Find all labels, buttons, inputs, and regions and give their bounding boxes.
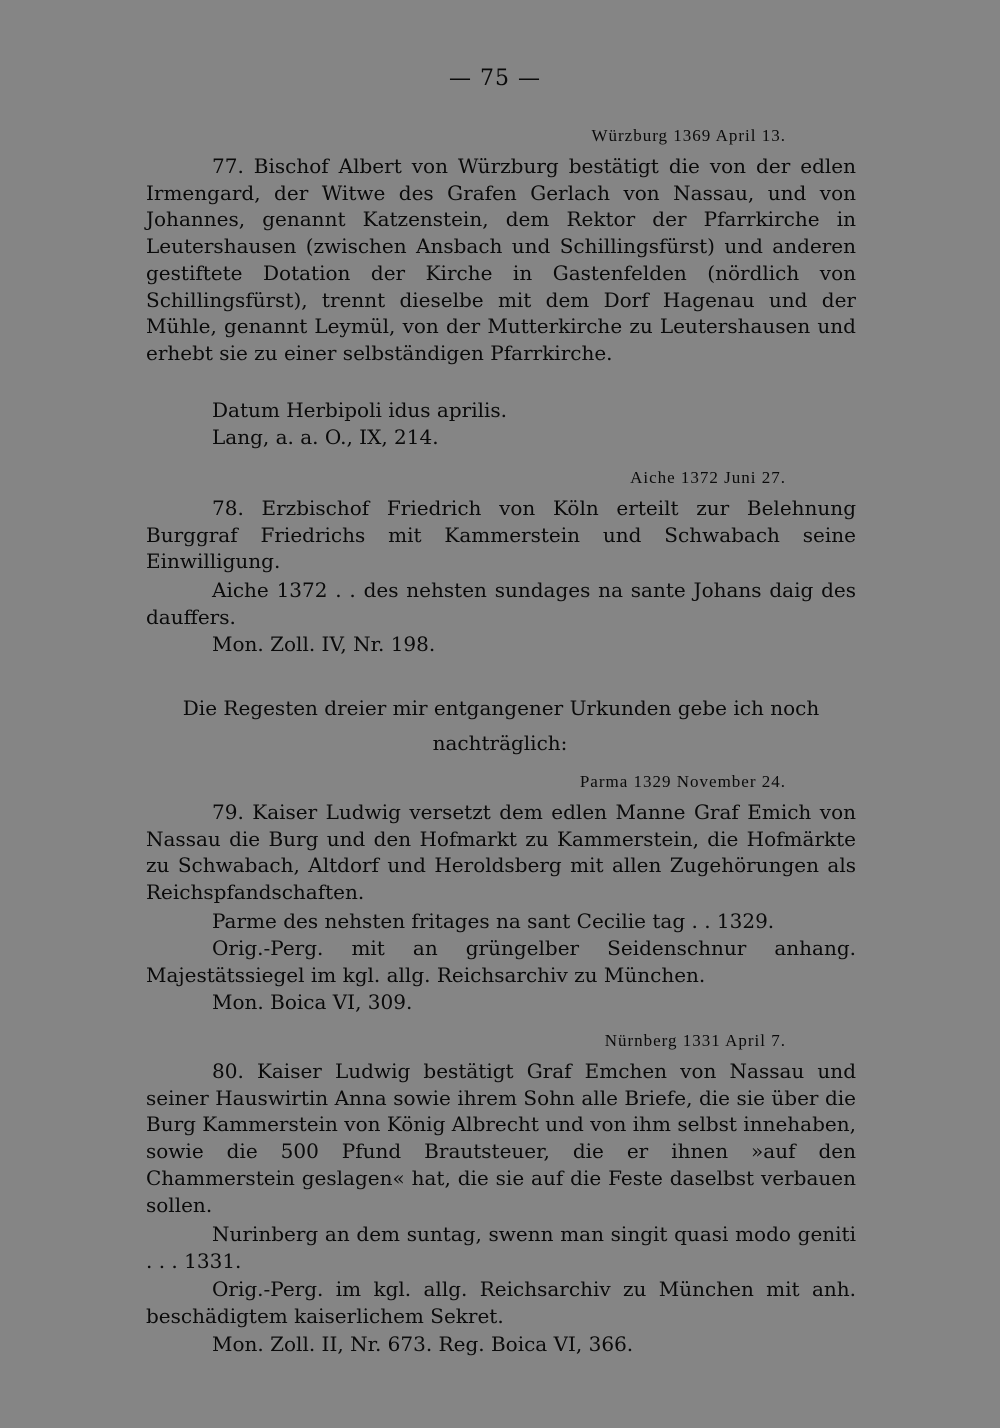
regest-79-orig: Orig.-Perg. mit an grüngelber Seidenschnur anhang. Majestätssiegel im kgl. allg. Reichsarchiv zu München. xyxy=(146,936,856,987)
intro-line-1: Die Regesten dreier mir entgangener Urkunden gebe ich noch xyxy=(182,696,820,720)
intro-line-2: nachträglich: xyxy=(432,731,568,755)
regest-79-text: 79. Kaiser Ludwig versetzt dem edlen Manne Graf Emich von Nassau die Burg und den Hofmarkt zu Kammerstein, die Hofmärkte zu Schwabach, Altdorf und Heroldsberg mit allen Zugehörungen als Reichspfandschaften. xyxy=(146,800,856,905)
regest-80-orig: Orig.-Perg. im kgl. allg. Reichsarchiv zu München mit anh. beschädigtem kaiserlichem Sekret. xyxy=(146,1277,856,1328)
regest-77-datum: Datum Herbipoli idus aprilis. xyxy=(212,398,508,422)
regest-80-datum: Nurinberg an dem suntag, swenn man singit quasi modo geniti . . . 1331. xyxy=(146,1222,856,1273)
regest-79-datum: Parme des nehsten fritages na sant Cecilie tag . . 1329. xyxy=(212,909,775,933)
regest-77-source: Lang, a. a. O., IX, 214. xyxy=(212,425,439,449)
regest-78-text: 78. Erzbischof Friedrich von Köln erteilt zur Belehnung Burggraf Friedrichs mit Kammerstein und Schwabach seine Einwilligung. xyxy=(146,496,856,574)
dateline-80: Nürnberg 1331 April 7. xyxy=(604,1031,786,1050)
regest-77-text: 77. Bischof Albert von Würzburg bestätigt die von der edlen Irmengard, der Witwe des Grafen Gerlach von Nassau, und von Johannes, genannt Katzenstein, dem Rektor der Pfarrkirche in Leutershausen (zwischen Ansbach und Schillingsfürst) und anderen gestiftete Dotation der Kirche in Gastenfelden (nördlich von Schillingsfürst), trennt dieselbe mit dem Dorf Hagenau und der Mühle, genannt Leymül, von der Mutterkirche zu Leutershausen und erhebt sie zu einer selbständigen Pfarrkirche. xyxy=(146,154,856,365)
regest-80-text: 80. Kaiser Ludwig bestätigt Graf Emchen von Nassau und seiner Hauswirtin Anna sowie ihrem Sohn alle Briefe, die sie über die Burg Kammerstein von König Albrecht und von ihm selbst innehaben, sowie die 500 Pfund Brautsteuer, die er ihnen »auf den Chammerstein geslagen« hat, die sie auf die Feste daselbst verbauen sollen. xyxy=(146,1059,856,1217)
regest-78-datum: Aiche 1372 . . des nehsten sundages na sante Johans daig des dauffers. xyxy=(146,578,856,629)
regest-78-source: Mon. Zoll. IV, Nr. 198. xyxy=(212,632,436,656)
regest-80-source: Mon. Zoll. II, Nr. 673. Reg. Boica VI, 366. xyxy=(212,1332,634,1356)
dateline-78: Aiche 1372 Juni 27. xyxy=(630,468,786,487)
dateline-77: Würzburg 1369 April 13. xyxy=(591,126,786,145)
regest-79-source: Mon. Boica VI, 309. xyxy=(212,990,413,1014)
page-number: — 75 — xyxy=(449,66,541,91)
dateline-79: Parma 1329 November 24. xyxy=(579,772,786,791)
